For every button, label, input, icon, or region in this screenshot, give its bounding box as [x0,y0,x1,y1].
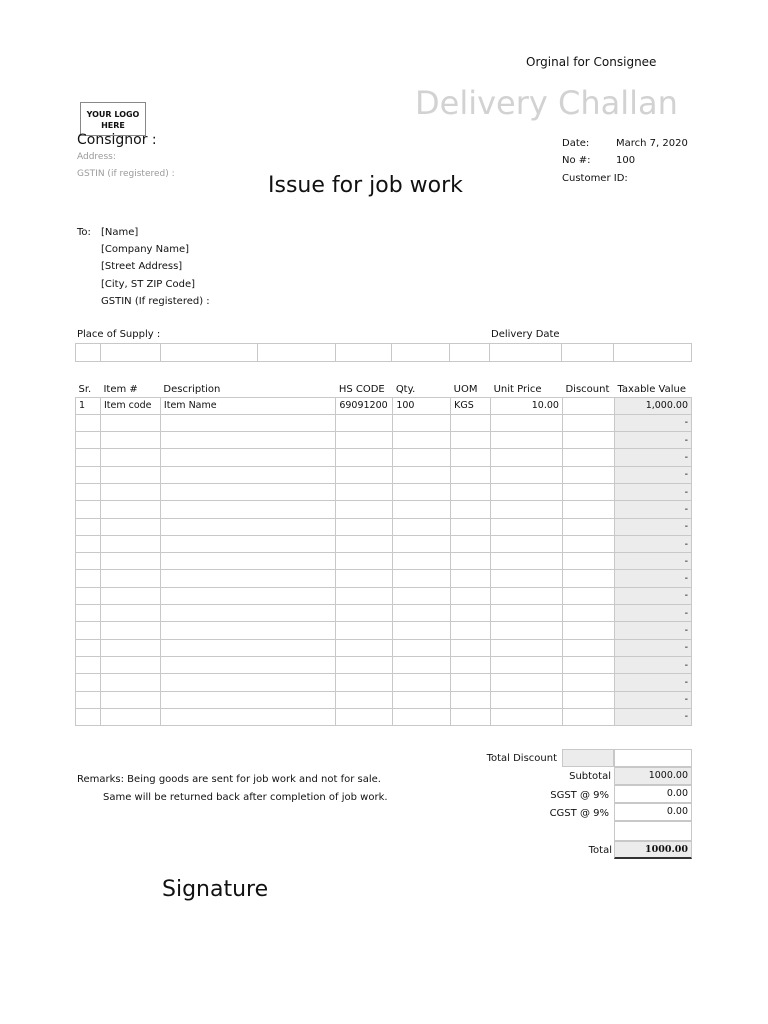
table-cell[interactable]: - [614,535,691,552]
table-cell[interactable] [336,449,393,466]
table-cell[interactable] [562,518,614,535]
table-cell[interactable] [451,639,491,656]
table-cell[interactable] [393,708,451,725]
table-cell[interactable] [451,570,491,587]
table-cell[interactable] [336,518,393,535]
table-cell[interactable] [100,570,160,587]
table-cell[interactable] [160,432,335,449]
table-cell[interactable] [562,656,614,673]
column-header: UOM [453,383,478,395]
table-cell[interactable] [160,449,335,466]
table-cell[interactable] [393,432,451,449]
table-row [76,518,692,535]
table-cell[interactable] [76,656,101,673]
table-cell[interactable] [76,449,101,466]
table-cell[interactable] [562,483,614,500]
total-label: Total [588,845,612,856]
table-cell[interactable] [491,656,563,673]
table-cell[interactable] [451,622,491,639]
table-cell[interactable] [562,501,614,518]
recipient-street: [Street Address] [101,261,183,273]
table-cell[interactable]: - [614,674,691,691]
table-cell[interactable] [491,605,563,622]
place-of-supply-label: Place of Supply : [77,329,161,340]
column-header: Taxable Value [617,383,686,395]
delivery-date-label: Delivery Date [491,329,560,340]
table-cell[interactable] [100,501,160,518]
table-cell[interactable] [160,639,335,656]
table-cell[interactable] [491,622,563,639]
supply-table [75,343,692,362]
table-cell[interactable] [100,414,160,431]
table-cell[interactable] [451,605,491,622]
table-cell[interactable]: - [614,432,691,449]
consignor-label: Consignor : [77,132,157,148]
table-cell[interactable] [76,432,101,449]
table-cell[interactable] [451,466,491,483]
table-cell[interactable] [76,708,101,725]
table-cell[interactable]: - [614,587,691,604]
table-cell[interactable] [451,432,491,449]
table-cell[interactable]: - [614,553,691,570]
table-cell[interactable] [336,501,393,518]
table-cell[interactable] [100,483,160,500]
table-cell[interactable] [336,483,393,500]
supply-cell[interactable] [160,344,257,362]
table-cell[interactable] [160,553,335,570]
supply-cell[interactable] [76,344,101,362]
recipient-city: [City, ST ZIP Code] [101,278,196,290]
table-row [76,691,692,708]
table-cell[interactable] [336,674,393,691]
table-cell[interactable]: - [614,708,691,725]
table-cell[interactable] [393,622,451,639]
table-row [76,466,692,483]
table-cell[interactable] [160,691,335,708]
table-cell[interactable] [336,691,393,708]
table-cell[interactable] [160,518,335,535]
table-cell[interactable] [100,639,160,656]
table-cell[interactable] [562,570,614,587]
table-cell[interactable]: - [614,622,691,639]
subtotal-value: 1000.00 [614,767,692,785]
customer-id-label: Customer ID: [562,173,628,184]
table-cell[interactable] [160,414,335,431]
table-cell[interactable] [76,639,101,656]
table-cell[interactable]: - [614,518,691,535]
table-cell[interactable] [336,622,393,639]
table-row [76,587,692,604]
table-cell[interactable] [336,414,393,431]
supply-cell[interactable] [392,344,450,362]
consignor-gstin-label: GSTIN (if registered) : [77,169,175,179]
table-cell[interactable] [393,605,451,622]
table-cell[interactable] [336,708,393,725]
table-cell[interactable] [451,587,491,604]
table-cell[interactable] [393,570,451,587]
table-row [76,708,692,725]
table-cell[interactable] [562,691,614,708]
remarks-block [77,771,388,807]
table-cell[interactable] [100,605,160,622]
table-cell[interactable] [491,553,563,570]
table-cell[interactable] [336,553,393,570]
total-discount-value [562,749,614,767]
table-cell[interactable] [562,414,614,431]
cgst-value: 0.00 [614,803,692,821]
column-header: Unit Price [493,383,542,395]
column-header: Qty. [395,383,416,395]
table-cell[interactable] [451,553,491,570]
sgst-label: SGST @ 9% [550,790,609,801]
table-cell[interactable] [451,691,491,708]
table-cell[interactable] [491,570,563,587]
blank-total-cell [614,821,692,841]
table-cell[interactable] [491,639,563,656]
table-cell[interactable] [76,466,101,483]
table-cell[interactable]: - [614,656,691,673]
table-cell[interactable] [491,674,563,691]
table-cell[interactable] [76,518,101,535]
table-cell[interactable] [100,466,160,483]
table-cell[interactable] [562,639,614,656]
table-cell[interactable] [100,535,160,552]
table-cell[interactable] [451,674,491,691]
table-cell[interactable] [451,656,491,673]
sgst-value: 0.00 [614,785,692,803]
table-cell[interactable] [336,656,393,673]
table-cell[interactable] [451,708,491,725]
table-cell[interactable] [393,501,451,518]
table-cell[interactable]: - [614,414,691,431]
meta-date [562,138,688,149]
table-row [76,639,692,656]
table-cell[interactable] [76,622,101,639]
table-cell[interactable] [562,397,614,414]
table-cell[interactable] [336,535,393,552]
table-cell[interactable]: Item Name [160,397,335,414]
table-row [76,656,692,673]
cgst-label: CGST @ 9% [549,808,609,819]
table-cell[interactable] [562,553,614,570]
table-cell[interactable] [336,639,393,656]
table-row [76,449,692,466]
supply-row [76,344,692,362]
table-cell[interactable] [562,605,614,622]
table-cell[interactable] [491,587,563,604]
total-discount-cell [614,749,692,767]
table-cell[interactable]: 1,000.00 [614,397,691,414]
table-cell[interactable] [160,483,335,500]
logo-line-2: HERE [101,121,125,130]
table-row [76,432,692,449]
number-label: No #: [562,155,591,166]
table-cell[interactable]: - [614,605,691,622]
date-label: Date: [562,138,590,149]
table-cell[interactable] [451,483,491,500]
table-row [76,605,692,622]
table-cell[interactable]: - [614,483,691,500]
meta-customer [562,173,631,184]
subtotal-label: Subtotal [569,771,611,782]
supply-cell[interactable] [490,344,562,362]
table-cell[interactable] [393,535,451,552]
table-cell[interactable] [160,501,335,518]
table-cell[interactable] [160,587,335,604]
logo-line-1: YOUR LOGO [86,110,140,119]
table-cell[interactable] [336,605,393,622]
supply-cell[interactable] [562,344,614,362]
table-cell[interactable] [393,483,451,500]
table-cell[interactable]: - [614,449,691,466]
signature-label: Signature [162,877,269,902]
table-cell[interactable] [76,570,101,587]
table-cell[interactable] [160,535,335,552]
table-cell[interactable] [491,535,563,552]
table-cell[interactable] [451,518,491,535]
table-cell[interactable] [562,587,614,604]
table-cell[interactable] [160,466,335,483]
table-cell[interactable] [100,449,160,466]
supply-cell[interactable] [614,344,692,362]
table-cell[interactable] [160,708,335,725]
total-discount-label: Total Discount [486,753,557,764]
meta-number [562,155,635,166]
table-cell[interactable] [100,674,160,691]
table-cell[interactable] [562,535,614,552]
recipient-company: [Company Name] [101,244,190,256]
table-cell[interactable]: - [614,639,691,656]
table-row [76,397,692,414]
table-cell[interactable] [451,501,491,518]
table-row [76,622,692,639]
table-cell[interactable] [100,691,160,708]
table-row [76,553,692,570]
table-cell[interactable]: KGS [451,397,491,414]
table-cell[interactable] [100,553,160,570]
table-cell[interactable] [491,691,563,708]
supply-cell[interactable] [335,344,392,362]
table-cell[interactable] [491,708,563,725]
table-cell[interactable] [393,691,451,708]
table-cell[interactable] [562,622,614,639]
table-cell[interactable] [336,570,393,587]
table-cell[interactable] [336,466,393,483]
table-cell[interactable]: - [614,501,691,518]
table-cell[interactable] [491,518,563,535]
remarks-line-2: Same will be returned back after completion of job work. [103,792,388,803]
table-cell[interactable]: 100 [393,397,451,414]
consignor-address-label: Address: [77,152,116,162]
table-cell[interactable]: - [614,691,691,708]
table-cell[interactable]: - [614,570,691,587]
table-cell[interactable] [491,449,563,466]
table-cell[interactable]: - [614,466,691,483]
total-value: 1000.00 [614,841,692,859]
date-value: March 7, 2020 [616,138,688,149]
table-cell[interactable] [393,674,451,691]
table-row [76,501,692,518]
table-cell[interactable] [451,414,491,431]
table-row [76,674,692,691]
supply-cell[interactable] [257,344,335,362]
copy-label: Orginal for Consignee [526,55,657,69]
table-cell[interactable] [76,553,101,570]
table-cell[interactable] [76,674,101,691]
table-cell[interactable] [160,570,335,587]
table-cell[interactable]: 10.00 [491,397,563,414]
table-cell[interactable] [100,622,160,639]
to-label: To: [77,227,91,238]
table-cell[interactable] [100,708,160,725]
table-cell[interactable] [76,483,101,500]
items-table [75,379,692,726]
table-cell[interactable] [562,708,614,725]
table-cell[interactable] [393,518,451,535]
table-cell[interactable] [393,656,451,673]
table-cell[interactable] [336,587,393,604]
table-cell[interactable] [491,483,563,500]
table-cell[interactable] [393,587,451,604]
recipient-block [77,224,210,310]
supply-cell[interactable] [450,344,490,362]
items-header-row [76,379,692,397]
table-row [76,414,692,431]
table-cell[interactable]: 1 [76,397,101,414]
table-cell[interactable] [491,466,563,483]
table-cell[interactable] [491,432,563,449]
table-cell[interactable] [100,587,160,604]
remarks-line-1: Remarks: Being goods are sent for job work and not for sale. [77,774,381,785]
table-cell[interactable] [562,432,614,449]
table-cell[interactable]: 69091200 [336,397,393,414]
table-cell[interactable] [562,466,614,483]
table-cell[interactable] [491,501,563,518]
number-value: 100 [616,155,636,166]
table-cell[interactable] [451,449,491,466]
table-cell[interactable] [491,414,563,431]
table-cell[interactable] [100,656,160,673]
recipient-gstin: GSTIN (If registered) : [101,295,210,307]
table-cell[interactable] [160,674,335,691]
column-header: Discount [565,383,610,395]
table-cell[interactable] [393,449,451,466]
table-cell[interactable] [76,501,101,518]
table-cell[interactable] [160,622,335,639]
recipient-name: [Name] [101,227,139,238]
table-cell[interactable] [76,587,101,604]
column-header: Sr. [78,383,92,395]
table-cell[interactable] [393,639,451,656]
table-cell[interactable] [76,414,101,431]
table-cell[interactable] [76,535,101,552]
table-cell[interactable] [160,656,335,673]
table-row [76,535,692,552]
table-row [76,483,692,500]
column-header: HS CODE [338,383,385,395]
table-cell[interactable] [451,535,491,552]
table-cell[interactable]: Item code [100,397,160,414]
column-header: Item # [103,383,138,395]
table-cell[interactable] [562,674,614,691]
document-title: Delivery Challan [415,84,678,122]
logo-placeholder [80,102,146,136]
job-work-title: Issue for job work [268,173,463,198]
column-header: Description [163,383,221,395]
table-cell[interactable] [336,432,393,449]
table-cell[interactable] [100,432,160,449]
table-cell[interactable] [76,691,101,708]
supply-cell[interactable] [100,344,160,362]
table-cell[interactable] [100,518,160,535]
table-cell[interactable] [393,553,451,570]
table-cell[interactable] [160,605,335,622]
table-row [76,570,692,587]
table-cell[interactable] [393,466,451,483]
table-cell[interactable] [76,605,101,622]
table-cell[interactable] [393,414,451,431]
table-cell[interactable] [562,449,614,466]
